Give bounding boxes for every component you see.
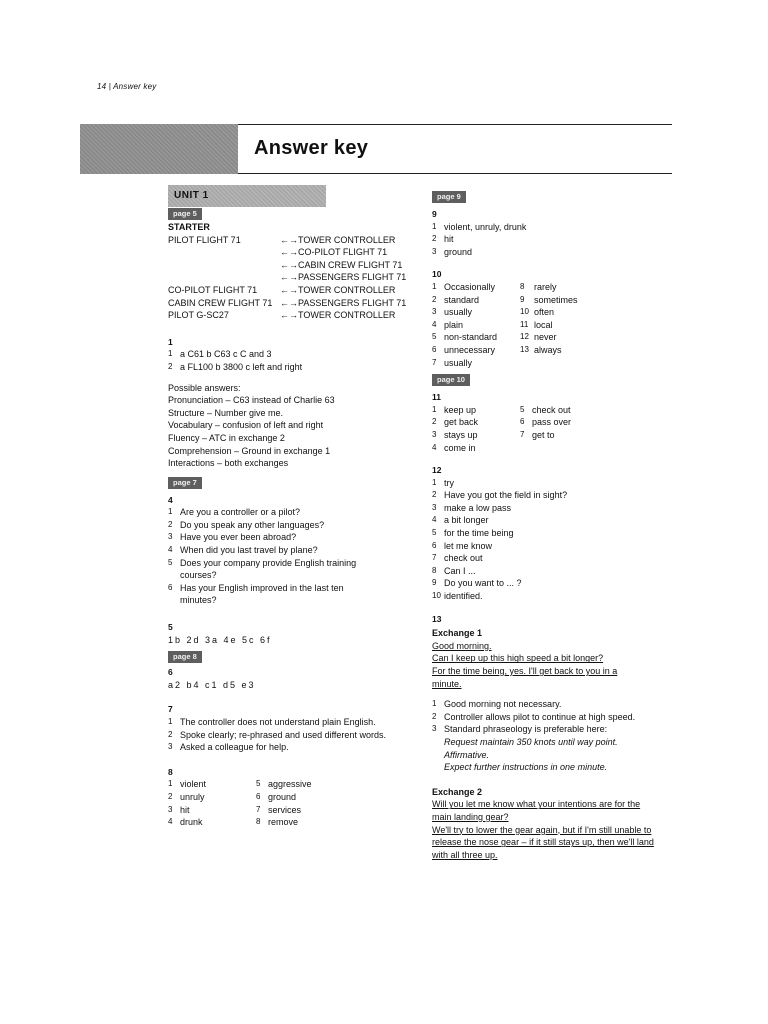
pilot-row: CO-PILOT FLIGHT 71 ←→TOWER CONTROLLER — [168, 284, 396, 295]
two-column-list — [432, 404, 677, 454]
page-tag-8: page 8 — [168, 651, 202, 663]
list-item: 2 Spoke clearly; re-phrased and used different words. — [168, 729, 386, 740]
right-column — [432, 190, 677, 861]
phraseology-line: Affirmative. — [444, 749, 490, 760]
exchange-line: Will you let me know what your intentions are for the main landing gear? — [432, 799, 641, 822]
list-item: 2 unruly — [168, 791, 205, 802]
list-item: 13 always — [520, 344, 562, 355]
list-item: 1 violent — [168, 779, 207, 790]
list-item: 3 stays up — [432, 429, 478, 440]
list-item: 7 services — [256, 804, 302, 815]
exchange-line: Can I keep up this high speed a bit longer? — [432, 653, 604, 664]
list-item: 10 identified. — [432, 591, 483, 602]
list-item: 5 non-standard — [432, 332, 498, 343]
list-item: 3 hit — [168, 804, 190, 815]
banner-texture — [80, 124, 238, 174]
list-item: 2 standard — [432, 294, 480, 305]
list-item: 4 come in — [432, 442, 476, 453]
list-item: 5 for the time being — [432, 528, 514, 539]
answer-line: a2 b4 c1 d5 e3 — [168, 679, 256, 690]
pilot-row: PILOT G-SC27 ←→TOWER CONTROLLER — [168, 310, 396, 321]
page-tag-5: page 5 — [168, 208, 202, 220]
list-item: 3 ground — [432, 246, 473, 257]
list-item: 8 rarely — [520, 281, 557, 292]
list-item: 9 Do you want to ... ? — [432, 578, 522, 589]
list-item: 4 plain — [432, 319, 464, 330]
list-item: 4 drunk — [168, 817, 203, 828]
list-item: 12 never — [520, 332, 557, 343]
list-item: 6 ground — [256, 791, 297, 802]
list-item: 7 check out — [432, 553, 483, 564]
left-column — [168, 185, 413, 829]
exchange-line: For the time being, yes. I'll get back to you in a minute. — [432, 666, 618, 689]
list-item: 2 Have you got the field in sight? — [432, 490, 568, 501]
list-item: 1 a C61 b C63 c C and 3 — [168, 349, 272, 360]
pilot-row: ←→PASSENGERS FLIGHT 71 — [280, 272, 407, 283]
exercise-number: 1 — [168, 336, 173, 347]
page-tag-9: page 9 — [432, 191, 466, 203]
title-banner — [80, 124, 672, 174]
two-column-list — [432, 281, 677, 369]
phraseology-line: Request maintain 350 knots until way point. — [444, 736, 618, 747]
list-item: 3 Have you ever been abroad? — [168, 532, 297, 543]
pilot-row: ←→CO-PILOT FLIGHT 71 — [280, 247, 388, 258]
list-item: 3 Standard phraseology is preferable here: — [432, 724, 608, 735]
exercise-number: 7 — [168, 704, 173, 715]
running-head: 14 | Answer key — [97, 82, 157, 91]
list-item: 3 Asked a colleague for help. — [168, 742, 289, 753]
list-item: 1 try — [432, 477, 454, 488]
banner-rule-top — [238, 124, 672, 125]
answer-line: Comprehension – Ground in exchange 1 — [168, 445, 331, 456]
list-item: 9 sometimes — [520, 294, 578, 305]
pilot-row: PILOT FLIGHT 71 ←→TOWER CONTROLLER — [168, 234, 396, 245]
exercise-number: 10 — [432, 269, 442, 280]
exchange-line: Good morning. — [432, 640, 492, 651]
exercise-number: 8 — [168, 766, 173, 777]
list-item: 5 aggressive — [256, 779, 312, 790]
answer-line: Pronunciation – C63 instead of Charlie 63 — [168, 395, 335, 406]
list-item: 10 often — [520, 307, 555, 318]
list-item: 1 Are you a controller or a pilot? — [168, 507, 301, 518]
exercise-number: 6 — [168, 667, 173, 678]
page-tag-7: page 7 — [168, 477, 202, 489]
list-item: 5 check out — [520, 404, 571, 415]
page-title: Answer key — [254, 137, 369, 159]
list-item: 2 Controller allows pilot to continue at high speed. — [432, 711, 636, 722]
list-item: 3 make a low pass — [432, 502, 512, 513]
page-tag-10: page 10 — [432, 374, 470, 386]
exercise-number: 13 — [432, 613, 442, 624]
list-item: 7 get to — [520, 429, 555, 440]
pilot-row: CABIN CREW FLIGHT 71 ←→PASSENGERS FLIGHT 71 — [168, 297, 407, 308]
exchange-line: We'll try to lower the gear again, but if I'm still unable to release the nose gear – if it still stays up, then we'll land with all three up. — [432, 824, 654, 860]
pilot-row: ←→CABIN CREW FLIGHT 71 — [280, 259, 403, 270]
list-item: 1 The controller does not understand plain English. — [168, 717, 376, 727]
list-item: 4 a bit longer — [432, 515, 489, 526]
list-item: 3 usually — [432, 307, 473, 318]
two-column-list — [168, 778, 413, 828]
list-item: 2 Do you speak any other languages? — [168, 519, 325, 530]
list-item: 7 usually — [432, 357, 473, 368]
list-item: 6 Has your English improved in the last ten minutes? — [168, 582, 344, 606]
list-item: 5 Does your company provide English training courses? — [168, 557, 357, 581]
exercise-number: 9 — [432, 209, 437, 219]
exercise-number: 11 — [432, 392, 441, 403]
unit-label: UNIT 1 — [168, 185, 326, 207]
banner-rule-bottom — [238, 173, 672, 174]
starter-heading: STARTER — [168, 222, 210, 232]
exchange-title: Exchange 2 — [432, 786, 483, 797]
list-item: 6 pass over — [520, 417, 572, 428]
list-item: 8 remove — [256, 817, 299, 828]
list-item: 8 Can I ... — [432, 565, 476, 576]
exercise-number: 5 — [168, 622, 173, 633]
list-item: 2 a FL100 b 3800 c left and right — [168, 361, 303, 372]
answer-line: 1b 2d 3a 4e 5c 6f — [168, 634, 272, 645]
list-item: 6 let me know — [432, 540, 493, 551]
list-item: 6 unnecessary — [432, 344, 496, 355]
list-item: 11 local — [520, 319, 553, 330]
pilot-list — [168, 234, 413, 322]
list-item: 4 When did you last travel by plane? — [168, 545, 318, 556]
answer-line: Structure – Number give me. — [168, 407, 284, 418]
exercise-number: 4 — [168, 494, 173, 505]
answer-line: Fluency – ATC in exchange 2 — [168, 432, 285, 443]
exercise-number: 12 — [432, 465, 442, 476]
list-item: 2 get back — [432, 417, 479, 428]
possible-answers-heading: Possible answers: — [168, 382, 241, 393]
phraseology-line: Expect further instructions in one minute. — [444, 762, 608, 773]
list-item: 1 keep up — [432, 404, 477, 415]
list-item: 1 Occasionally — [432, 281, 496, 292]
exchange-title: Exchange 1 — [432, 628, 483, 639]
answer-line: Vocabulary – confusion of left and right — [168, 420, 324, 431]
list-item: 1 violent, unruly, drunk — [432, 221, 527, 232]
answer-line: Interactions – both exchanges — [168, 458, 289, 469]
list-item: 2 hit — [432, 234, 454, 245]
list-item: 1 Good morning not necessary. — [432, 699, 562, 710]
